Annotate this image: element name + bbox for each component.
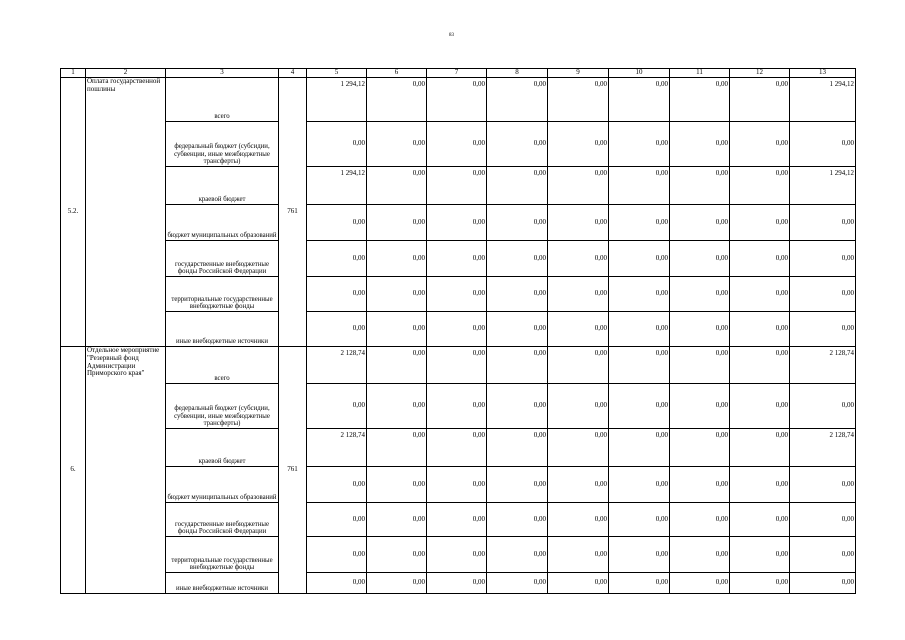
- amount-cell: 0,00: [367, 429, 427, 467]
- table-row: [61, 241, 856, 277]
- amount-cell: 0,00: [487, 167, 548, 205]
- amount-cell: 0,00: [548, 122, 609, 167]
- column-header: 11: [670, 69, 730, 78]
- amount-cell: 0,00: [548, 205, 609, 241]
- amount-cell: 0,00: [609, 573, 670, 594]
- amount-cell: 0,00: [730, 312, 790, 347]
- amount-cell: 0,00: [609, 537, 670, 573]
- funding-source: федеральный бюджет (субсидии, субвенции, иные межбюджетные трансферты): [166, 122, 279, 167]
- amount-cell: 0,00: [730, 78, 790, 122]
- amount-cell: 0,00: [790, 573, 856, 594]
- amount-cell: 0,00: [367, 78, 427, 122]
- amount-cell: 0,00: [730, 429, 790, 467]
- amount-cell: 0,00: [487, 78, 548, 122]
- amount-cell: 0,00: [548, 277, 609, 312]
- amount-cell: 0,00: [670, 277, 730, 312]
- amount-cell: 0,00: [670, 312, 730, 347]
- amount-cell: 0,00: [548, 241, 609, 277]
- amount-cell: 0,00: [548, 384, 609, 429]
- amount-cell: 0,00: [427, 503, 487, 537]
- amount-cell: 0,00: [487, 205, 548, 241]
- amount-cell: 0,00: [730, 205, 790, 241]
- amount-cell: 2 128,74: [307, 429, 367, 467]
- amount-cell: 0,00: [790, 503, 856, 537]
- amount-cell: 0,00: [427, 429, 487, 467]
- amount-cell: 0,00: [548, 573, 609, 594]
- agency-code: 761: [279, 347, 307, 594]
- amount-cell: 2 128,74: [307, 347, 367, 384]
- amount-cell: 0,00: [790, 205, 856, 241]
- amount-cell: 0,00: [609, 167, 670, 205]
- column-header: 4: [279, 69, 307, 78]
- amount-cell: 0,00: [670, 78, 730, 122]
- amount-cell: 0,00: [487, 429, 548, 467]
- amount-cell: 0,00: [487, 573, 548, 594]
- column-header: 1: [61, 69, 86, 78]
- amount-cell: 0,00: [790, 277, 856, 312]
- funding-source: иные внебюджетные источники: [166, 573, 279, 594]
- funding-source: иные внебюджетные источники: [166, 312, 279, 347]
- table-row: [61, 384, 856, 429]
- funding-source: территориальные государственные внебюджетные фонды: [166, 277, 279, 312]
- amount-cell: 0,00: [427, 537, 487, 573]
- amount-cell: 0,00: [670, 537, 730, 573]
- amount-cell: 0,00: [307, 241, 367, 277]
- agency-code: 761: [279, 78, 307, 347]
- amount-cell: 0,00: [548, 503, 609, 537]
- funding-source: территориальные государственные внебюджетные фонды: [166, 537, 279, 573]
- funding-source: краевой бюджет: [166, 429, 279, 467]
- amount-cell: 0,00: [427, 122, 487, 167]
- amount-cell: 0,00: [730, 503, 790, 537]
- table-row: [61, 573, 856, 594]
- amount-cell: 1 294,12: [790, 167, 856, 205]
- amount-cell: 0,00: [307, 467, 367, 503]
- column-header: 10: [609, 69, 670, 78]
- amount-cell: 0,00: [609, 429, 670, 467]
- amount-cell: 0,00: [367, 241, 427, 277]
- amount-cell: 0,00: [307, 277, 367, 312]
- table-row: [61, 122, 856, 167]
- amount-cell: 0,00: [307, 384, 367, 429]
- amount-cell: 0,00: [487, 241, 548, 277]
- amount-cell: 1 294,12: [307, 167, 367, 205]
- amount-cell: 0,00: [487, 467, 548, 503]
- amount-cell: 0,00: [427, 241, 487, 277]
- amount-cell: 0,00: [367, 503, 427, 537]
- column-header: 5: [307, 69, 367, 78]
- table-row: [61, 277, 856, 312]
- funding-source: государственные внебюджетные фонды Российской Федерации: [166, 241, 279, 277]
- amount-cell: 0,00: [367, 277, 427, 312]
- amount-cell: 0,00: [548, 537, 609, 573]
- amount-cell: 0,00: [367, 312, 427, 347]
- amount-cell: 0,00: [487, 503, 548, 537]
- amount-cell: 0,00: [487, 277, 548, 312]
- column-header: 3: [166, 69, 279, 78]
- amount-cell: 0,00: [790, 241, 856, 277]
- amount-cell: 0,00: [548, 312, 609, 347]
- funding-source: бюджет муниципальных образований: [166, 205, 279, 241]
- amount-cell: 0,00: [367, 467, 427, 503]
- table-row: [61, 205, 856, 241]
- amount-cell: 0,00: [367, 573, 427, 594]
- amount-cell: 0,00: [670, 467, 730, 503]
- amount-cell: 1 294,12: [790, 78, 856, 122]
- amount-cell: 0,00: [548, 167, 609, 205]
- amount-cell: 0,00: [730, 537, 790, 573]
- amount-cell: 0,00: [670, 384, 730, 429]
- header-row: [61, 69, 856, 78]
- amount-cell: 0,00: [730, 241, 790, 277]
- table-row: [61, 167, 856, 205]
- amount-cell: 0,00: [790, 467, 856, 503]
- column-header: 8: [487, 69, 548, 78]
- item-name: Отдельное мероприятие "Резервный фонд Администрации Приморского края": [86, 347, 166, 594]
- amount-cell: 0,00: [487, 537, 548, 573]
- amount-cell: 0,00: [367, 347, 427, 384]
- amount-cell: 0,00: [730, 384, 790, 429]
- column-header: 13: [790, 69, 856, 78]
- amount-cell: 0,00: [487, 384, 548, 429]
- column-header: 12: [730, 69, 790, 78]
- amount-cell: 0,00: [609, 503, 670, 537]
- amount-cell: 0,00: [730, 573, 790, 594]
- amount-cell: 0,00: [670, 429, 730, 467]
- amount-cell: 0,00: [670, 241, 730, 277]
- amount-cell: 0,00: [367, 122, 427, 167]
- amount-cell: 0,00: [427, 312, 487, 347]
- amount-cell: 0,00: [307, 122, 367, 167]
- column-header: 6: [367, 69, 427, 78]
- item-name: Оплата государственной пошлины: [86, 78, 166, 347]
- amount-cell: 0,00: [609, 205, 670, 241]
- column-header: 7: [427, 69, 487, 78]
- amount-cell: 0,00: [609, 347, 670, 384]
- table-row: [61, 347, 856, 384]
- amount-cell: 0,00: [670, 503, 730, 537]
- amount-cell: 0,00: [790, 312, 856, 347]
- amount-cell: 0,00: [730, 467, 790, 503]
- amount-cell: 0,00: [548, 467, 609, 503]
- amount-cell: 0,00: [307, 537, 367, 573]
- amount-cell: 0,00: [790, 537, 856, 573]
- table-row: [61, 429, 856, 467]
- amount-cell: 0,00: [609, 384, 670, 429]
- funding-source: бюджет муниципальных образований: [166, 467, 279, 503]
- amount-cell: 0,00: [427, 167, 487, 205]
- amount-cell: 0,00: [367, 537, 427, 573]
- amount-cell: 0,00: [427, 467, 487, 503]
- funding-source: государственные внебюджетные фонды Российской Федерации: [166, 503, 279, 537]
- item-number: 6.: [61, 347, 86, 594]
- amount-cell: 0,00: [307, 312, 367, 347]
- amount-cell: 0,00: [427, 347, 487, 384]
- amount-cell: 0,00: [730, 347, 790, 384]
- amount-cell: 0,00: [548, 429, 609, 467]
- amount-cell: 0,00: [427, 205, 487, 241]
- column-header: 9: [548, 69, 609, 78]
- amount-cell: 0,00: [427, 277, 487, 312]
- budget-table: [60, 68, 856, 594]
- amount-cell: 0,00: [790, 384, 856, 429]
- amount-cell: 0,00: [487, 122, 548, 167]
- amount-cell: 2 128,74: [790, 429, 856, 467]
- amount-cell: 0,00: [670, 122, 730, 167]
- table-row: [61, 467, 856, 503]
- amount-cell: 0,00: [307, 205, 367, 241]
- amount-cell: 0,00: [487, 347, 548, 384]
- table-row: [61, 78, 856, 122]
- amount-cell: 0,00: [730, 122, 790, 167]
- page-number: 83: [449, 33, 454, 38]
- amount-cell: 0,00: [548, 347, 609, 384]
- amount-cell: 0,00: [307, 503, 367, 537]
- funding-source: краевой бюджет: [166, 167, 279, 205]
- amount-cell: 0,00: [548, 78, 609, 122]
- amount-cell: 1 294,12: [307, 78, 367, 122]
- amount-cell: 0,00: [730, 277, 790, 312]
- funding-source: всего: [166, 347, 279, 384]
- item-number: 5.2.: [61, 78, 86, 347]
- funding-source: всего: [166, 78, 279, 122]
- amount-cell: 0,00: [730, 167, 790, 205]
- amount-cell: 0,00: [367, 384, 427, 429]
- amount-cell: 0,00: [670, 347, 730, 384]
- amount-cell: 0,00: [427, 78, 487, 122]
- amount-cell: 0,00: [609, 312, 670, 347]
- amount-cell: 0,00: [307, 573, 367, 594]
- amount-cell: 2 128,74: [790, 347, 856, 384]
- amount-cell: 0,00: [427, 573, 487, 594]
- amount-cell: 0,00: [609, 78, 670, 122]
- amount-cell: 0,00: [609, 241, 670, 277]
- amount-cell: 0,00: [790, 122, 856, 167]
- table-row: [61, 537, 856, 573]
- amount-cell: 0,00: [367, 167, 427, 205]
- table-row: [61, 312, 856, 347]
- amount-cell: 0,00: [670, 205, 730, 241]
- amount-cell: 0,00: [367, 205, 427, 241]
- amount-cell: 0,00: [487, 312, 548, 347]
- column-header: 2: [86, 69, 166, 78]
- amount-cell: 0,00: [609, 467, 670, 503]
- amount-cell: 0,00: [670, 573, 730, 594]
- amount-cell: 0,00: [609, 122, 670, 167]
- funding-source: федеральный бюджет (субсидии, субвенции, иные межбюджетные трансферты): [166, 384, 279, 429]
- table-row: [61, 503, 856, 537]
- amount-cell: 0,00: [427, 384, 487, 429]
- amount-cell: 0,00: [609, 277, 670, 312]
- amount-cell: 0,00: [670, 167, 730, 205]
